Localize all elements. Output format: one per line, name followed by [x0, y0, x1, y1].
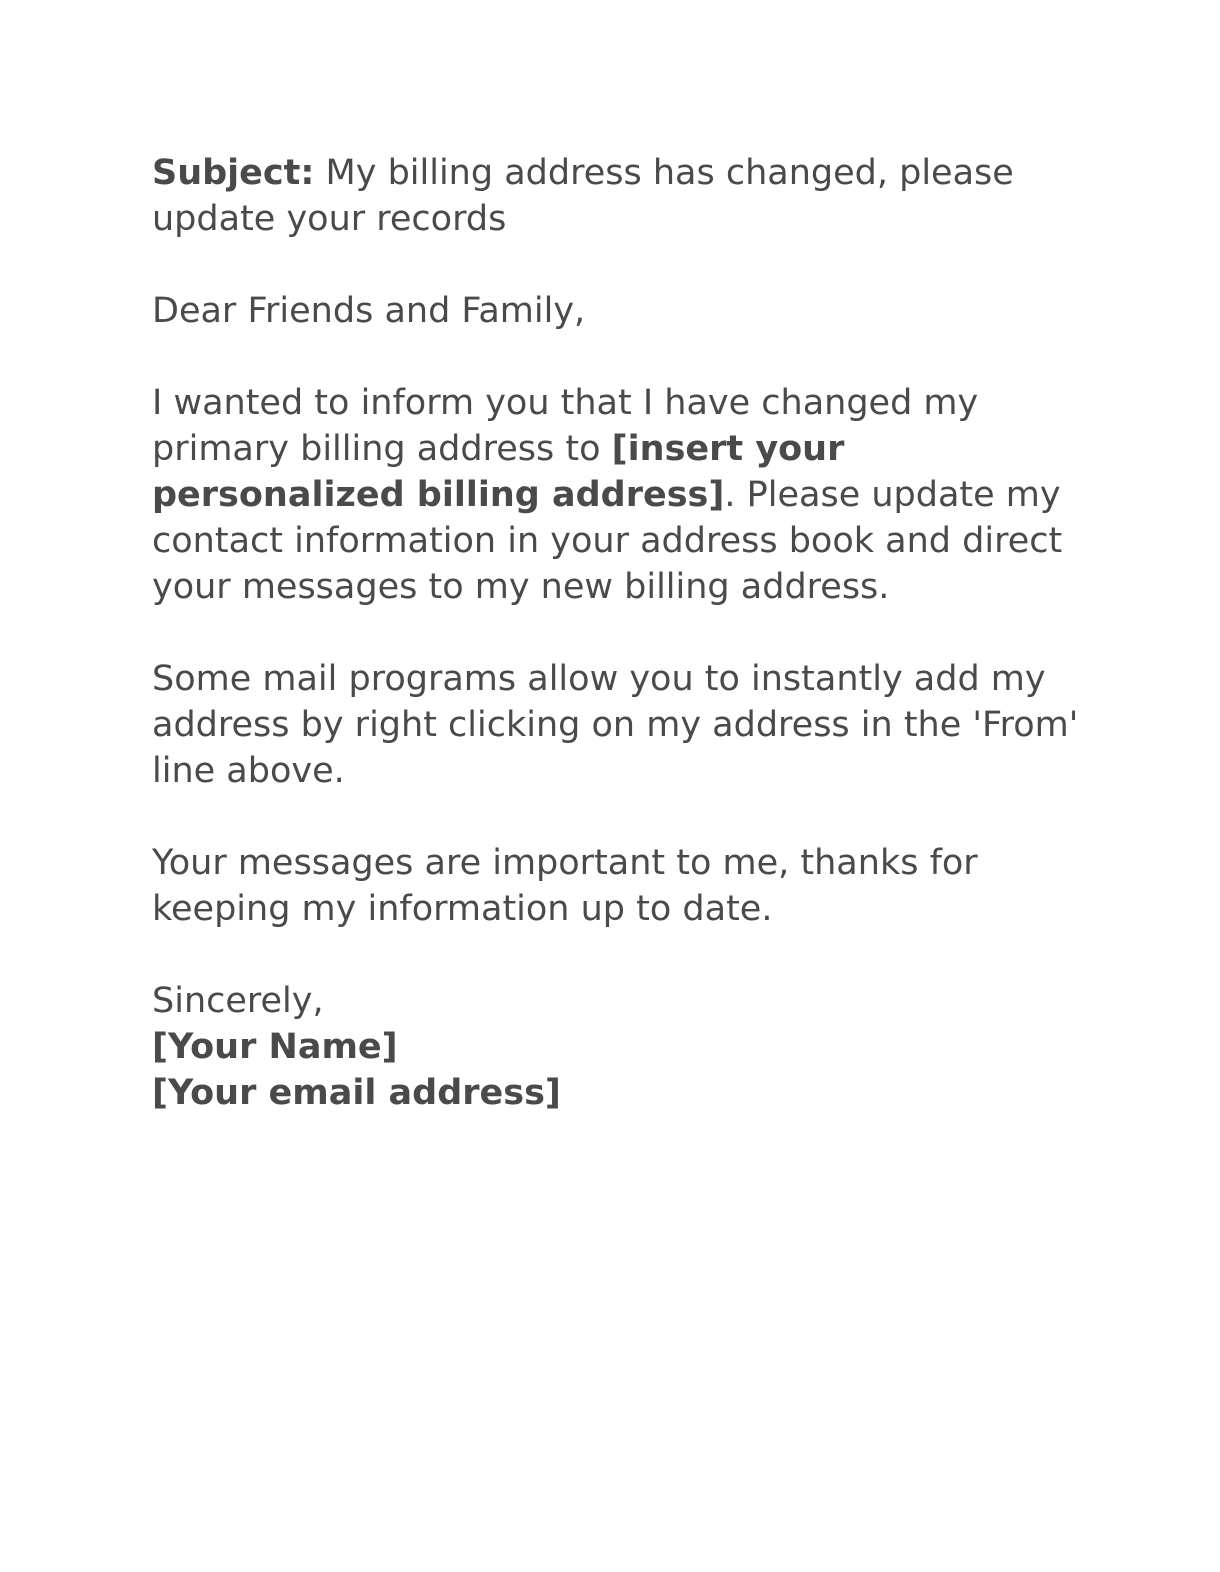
signature-name: [Your Name]	[152, 1027, 398, 1067]
subject-label: Subject:	[152, 153, 315, 193]
signature-email: [Your email address]	[152, 1073, 561, 1113]
paragraph-mail-programs: Some mail programs allow you to instantly add my address by right clicking on my address in the 'From' line above.	[152, 659, 1079, 791]
paragraph-billing-request: . Please update my contact information in your address book and direct your messages to my new billing address.	[152, 475, 1063, 607]
letter-body	[152, 150, 1082, 1116]
paragraph-thanks: Your messages are important to me, thanks for keeping my information up to date.	[152, 843, 978, 929]
billing-address-placeholder: [insert your personalized billing address]	[152, 429, 845, 515]
greeting: Dear Friends and Family,	[152, 291, 586, 331]
paragraph-billing-change	[152, 380, 1082, 610]
paragraph-billing-intro: I wanted to inform you that I have changed my primary billing address to	[152, 383, 979, 469]
subject-text: My billing address has changed, please update your records	[152, 153, 1014, 239]
closing: Sincerely,	[152, 981, 324, 1021]
subject-line	[152, 150, 1082, 242]
